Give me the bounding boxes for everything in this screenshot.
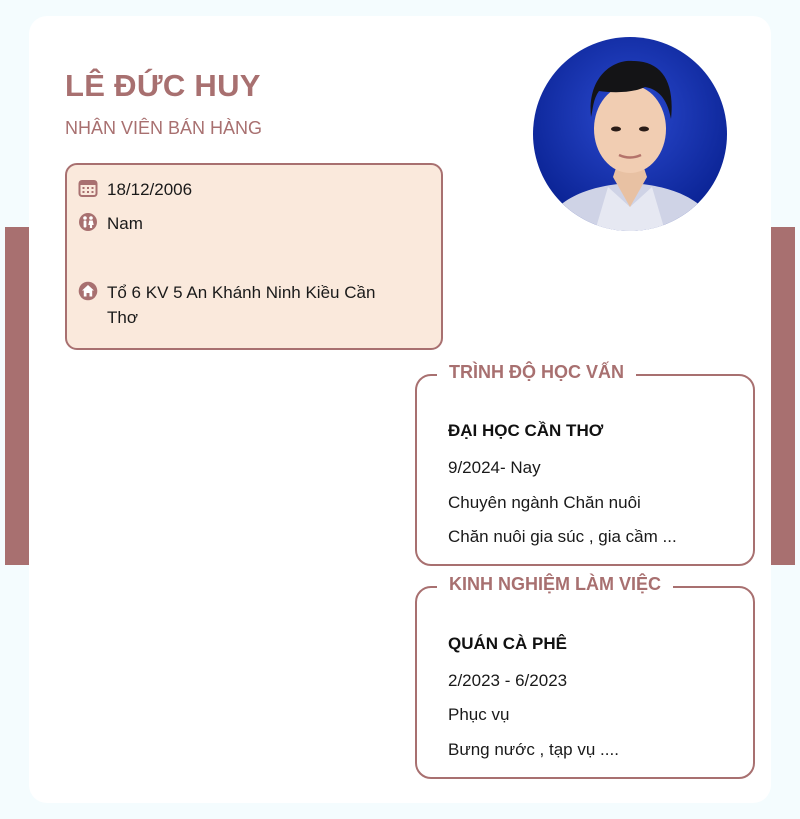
experience-title: KINH NGHIỆM LÀM VIỆC xyxy=(437,574,673,595)
education-section xyxy=(415,362,755,566)
job-title: NHÂN VIÊN BÁN HÀNG xyxy=(65,118,263,138)
experience-description: Bưng nước , tạp vụ .... xyxy=(448,740,619,759)
experience-section xyxy=(415,574,755,779)
education-major: Chuyên ngành Chăn nuôi xyxy=(448,493,641,512)
right-accent-band xyxy=(771,227,795,565)
calendar-icon xyxy=(78,178,98,198)
experience-period: 2/2023 - 6/2023 xyxy=(448,671,568,690)
education-description: Chăn nuôi gia súc , gia cầm ... xyxy=(448,527,677,546)
education-school: ĐẠI HỌC CẦN THƠ xyxy=(448,421,604,440)
experience-role: Phục vụ xyxy=(448,705,510,724)
gender-text: Nam xyxy=(107,214,143,233)
candidate-name: LÊ ĐỨC HUY xyxy=(65,68,261,103)
profile-photo xyxy=(533,37,727,231)
gender-icon xyxy=(78,212,98,232)
education-title: TRÌNH ĐỘ HỌC VẤN xyxy=(437,362,636,383)
experience-company: QUÁN CÀ PHÊ xyxy=(448,634,568,653)
home-icon xyxy=(78,281,98,301)
education-period: 9/2024- Nay xyxy=(448,458,541,477)
address-text: Tổ 6 KV 5 An Khánh Ninh Kiều Cần Thơ xyxy=(107,283,376,327)
birthdate-text: 18/12/2006 xyxy=(107,180,193,199)
left-accent-band xyxy=(5,227,29,565)
personal-info-box xyxy=(65,163,443,350)
